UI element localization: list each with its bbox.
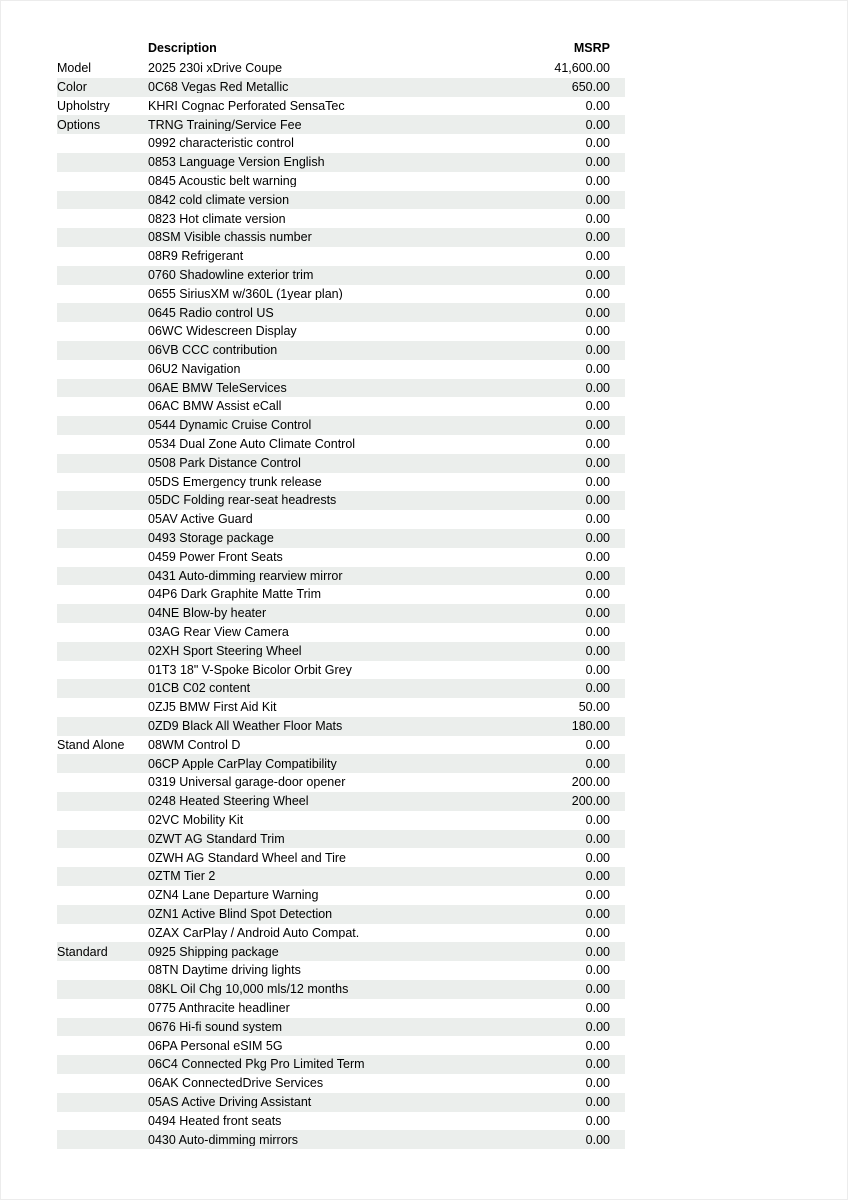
msrp-cell: 0.00 <box>585 455 610 470</box>
msrp-cell: 0.00 <box>585 1019 610 1034</box>
description-cell: 0431 Auto-dimming rearview mirror <box>148 569 343 583</box>
table-row <box>57 59 625 78</box>
description-cell: 0544 Dynamic Cruise Control <box>148 419 312 432</box>
msrp-cell: 0.00 <box>585 380 610 395</box>
description-cell: 0676 Hi-fi sound system <box>148 1020 283 1034</box>
description-cell: 06CP Apple CarPlay Compatibility <box>148 757 337 771</box>
msrp-cell: 0.00 <box>585 907 610 921</box>
table-body <box>57 59 625 1149</box>
category-cell: Standard <box>57 945 108 959</box>
description-cell: 05AS Active Driving Assistant <box>148 1095 312 1109</box>
description-cell: 0845 Acoustic belt warning <box>148 174 297 188</box>
msrp-cell: 41,600.00 <box>554 61 610 76</box>
msrp-cell: 0.00 <box>585 512 610 527</box>
description-cell: 0ZWT AG Standard Trim <box>148 832 285 846</box>
table-row <box>57 1093 625 1112</box>
msrp-cell: 0.00 <box>585 869 610 884</box>
msrp-cell: 0.00 <box>585 361 610 376</box>
table-row <box>57 322 625 341</box>
table-header-row <box>57 38 625 59</box>
description-cell: 2025 230i xDrive Coupe <box>148 62 283 75</box>
msrp-cell: 0.00 <box>585 474 610 489</box>
table-row <box>57 529 625 548</box>
description-cell: 0760 Shadowline exterior trim <box>148 268 314 282</box>
description-cell: 05AV Active Guard <box>148 513 253 526</box>
table-row <box>57 1018 625 1037</box>
msrp-cell: 0.00 <box>585 531 610 546</box>
description-cell: 0992 characteristic control <box>148 137 294 150</box>
description-cell: 0775 Anthracite headliner <box>148 1001 290 1015</box>
msrp-cell: 50.00 <box>578 700 610 715</box>
description-cell: 01T3 18" V-Spoke Bicolor Orbit Grey <box>148 663 352 677</box>
description-cell: 0C68 Vegas Red Metallic <box>148 80 289 94</box>
table-row <box>57 115 625 134</box>
msrp-cell: 0.00 <box>585 925 610 940</box>
table-row <box>57 754 625 773</box>
msrp-cell: 0.00 <box>585 136 610 151</box>
table-row <box>57 811 625 830</box>
msrp-cell: 0.00 <box>585 963 610 978</box>
description-cell: 01CB C02 content <box>148 682 251 695</box>
msrp-cell: 0.00 <box>585 1094 610 1109</box>
description-cell: 0925 Shipping package <box>148 945 279 959</box>
table-row <box>57 585 625 604</box>
table-row <box>57 454 625 473</box>
table-row <box>57 961 625 980</box>
table-row <box>57 567 625 586</box>
description-cell: 05DS Emergency trunk release <box>148 475 322 489</box>
msrp-cell: 180.00 <box>571 719 610 734</box>
msrp-cell: 0.00 <box>585 117 610 132</box>
table-row <box>57 623 625 642</box>
description-cell: 0ZTM Tier 2 <box>148 870 216 883</box>
description-cell: 0ZWH AG Standard Wheel and Tire <box>148 851 347 865</box>
table-row <box>57 153 625 172</box>
description-cell: 08R9 Refrigerant <box>148 250 244 263</box>
description-cell: 0842 cold climate version <box>148 193 290 207</box>
msrp-cell: 0.00 <box>585 98 610 113</box>
table-row <box>57 980 625 999</box>
table-row <box>57 209 625 228</box>
description-cell: 0655 SiriusXM w/360L (1year plan) <box>148 287 343 301</box>
category-cell: Model <box>57 62 92 75</box>
msrp-cell: 0.00 <box>585 549 610 564</box>
category-cell: Stand Alone <box>57 738 125 752</box>
msrp-cell: 650.00 <box>571 79 610 94</box>
msrp-cell: 0.00 <box>585 888 610 903</box>
table-row <box>57 228 625 247</box>
msrp-cell: 0.00 <box>585 418 610 433</box>
msrp-cell: 0.00 <box>585 343 610 358</box>
description-cell: 06AK ConnectedDrive Services <box>148 1077 324 1090</box>
description-cell: 0494 Heated front seats <box>148 1114 282 1128</box>
msrp-cell: 0.00 <box>585 249 610 264</box>
msrp-cell: 200.00 <box>571 775 610 790</box>
msrp-cell: 0.00 <box>585 1076 610 1091</box>
msrp-cell: 0.00 <box>585 324 610 339</box>
description-cell: 0645 Radio control US <box>148 306 274 319</box>
description-cell: 0534 Dual Zone Auto Climate Control <box>148 438 356 451</box>
msrp-cell: 0.00 <box>585 1132 610 1147</box>
msrp-cell: 0.00 <box>585 662 610 677</box>
msrp-cell: 0.00 <box>585 1113 610 1128</box>
msrp-cell: 0.00 <box>585 1038 610 1053</box>
table-row <box>57 1130 625 1149</box>
description-cell: 06WC Widescreen Display <box>148 325 297 338</box>
description-cell: 0853 Language Version English <box>148 156 325 169</box>
description-cell: 06PA Personal eSIM 5G <box>148 1039 283 1053</box>
description-cell: 0ZAX CarPlay / Android Auto Compat. <box>148 926 360 940</box>
description-cell: 02VC Mobility Kit <box>148 814 244 827</box>
header-description-label: Description <box>148 42 217 55</box>
table-row <box>57 134 625 153</box>
category-cell: Color <box>57 80 87 94</box>
table-row <box>57 830 625 849</box>
description-cell: 0508 Park Distance Control <box>148 456 301 470</box>
description-cell: 06VB CCC contribution <box>148 344 278 357</box>
table-row <box>57 886 625 905</box>
table-row <box>57 172 625 191</box>
description-cell: 0430 Auto-dimming mirrors <box>148 1133 299 1147</box>
description-cell: 0319 Universal garage-door opener <box>148 776 346 789</box>
table-row <box>57 698 625 717</box>
table-row <box>57 285 625 304</box>
description-cell: 0ZN1 Active Blind Spot Detection <box>148 908 333 921</box>
table-row <box>57 642 625 661</box>
table-row <box>57 604 625 623</box>
description-cell: 04P6 Dark Graphite Matte Trim <box>148 588 321 601</box>
description-cell: 06AC BMW Assist eCall <box>148 400 282 413</box>
table-row <box>57 679 625 698</box>
msrp-cell: 0.00 <box>585 944 610 959</box>
msrp-cell: 0.00 <box>585 606 610 621</box>
table-row <box>57 773 625 792</box>
table-row <box>57 379 625 398</box>
category-cell: Upholstry <box>57 99 110 113</box>
description-cell: 0ZJ5 BMW First Aid Kit <box>148 701 277 714</box>
table-row <box>57 792 625 811</box>
table-row <box>57 1074 625 1093</box>
table-row <box>57 97 625 116</box>
msrp-cell: 0.00 <box>585 211 610 226</box>
msrp-cell: 0.00 <box>585 681 610 696</box>
msrp-cell: 200.00 <box>571 794 610 809</box>
msrp-cell: 0.00 <box>585 305 610 320</box>
description-cell: 05DC Folding rear-seat headrests <box>148 494 337 507</box>
msrp-cell: 0.00 <box>585 493 610 508</box>
description-cell: 06C4 Connected Pkg Pro Limited Term <box>148 1058 365 1071</box>
description-cell: 06AE BMW TeleServices <box>148 381 287 395</box>
description-cell: KHRI Cognac Perforated SensaTec <box>148 99 345 113</box>
msrp-cell: 0.00 <box>585 437 610 452</box>
table-row <box>57 924 625 943</box>
msrp-cell: 0.00 <box>585 643 610 658</box>
table-row <box>57 303 625 322</box>
description-cell: 06U2 Navigation <box>148 362 241 376</box>
table-row <box>57 416 625 435</box>
description-cell: 04NE Blow-by heater <box>148 607 267 620</box>
table-row <box>57 360 625 379</box>
table-row <box>57 473 625 492</box>
msrp-cell: 0.00 <box>585 756 610 771</box>
description-cell: 0ZN4 Lane Departure Warning <box>148 889 319 902</box>
msrp-cell: 0.00 <box>585 173 610 188</box>
table-row <box>57 867 625 886</box>
msrp-cell: 0.00 <box>585 155 610 170</box>
msrp-cell: 0.00 <box>585 568 610 583</box>
description-cell: 0493 Storage package <box>148 532 274 545</box>
header-msrp-label: MSRP <box>573 41 610 56</box>
table-row <box>57 1055 625 1074</box>
description-cell: 08KL Oil Chg 10,000 mls/12 months <box>148 983 349 996</box>
table-row <box>57 397 625 416</box>
table-row <box>57 435 625 454</box>
msrp-cell: 0.00 <box>585 831 610 846</box>
msrp-cell: 0.00 <box>585 587 610 602</box>
msrp-cell: 0.00 <box>585 625 610 640</box>
msrp-cell: 0.00 <box>585 286 610 301</box>
category-cell: Options <box>57 118 101 132</box>
table-row <box>57 1036 625 1055</box>
table-row <box>57 848 625 867</box>
msrp-cell: 0.00 <box>585 737 610 752</box>
table-row <box>57 341 625 360</box>
description-cell: 02XH Sport Steering Wheel <box>148 644 302 658</box>
description-cell: 08WM Control D <box>148 738 241 752</box>
vehicle-pricing-table <box>57 38 625 1149</box>
description-cell: 08SM Visible chassis number <box>148 231 312 244</box>
table-row <box>57 247 625 266</box>
msrp-cell: 0.00 <box>585 267 610 282</box>
table-row <box>57 548 625 567</box>
msrp-cell: 0.00 <box>585 813 610 828</box>
table-row <box>57 736 625 755</box>
table-row <box>57 510 625 529</box>
table-row <box>57 999 625 1018</box>
description-cell: 03AG Rear View Camera <box>148 626 289 639</box>
table-row <box>57 717 625 736</box>
description-cell: 0248 Heated Steering Wheel <box>148 795 309 808</box>
table-row <box>57 905 625 924</box>
description-cell: 0459 Power Front Seats <box>148 550 283 564</box>
table-row <box>57 661 625 680</box>
table-row <box>57 942 625 961</box>
msrp-cell: 0.00 <box>585 230 610 245</box>
description-cell: 0ZD9 Black All Weather Floor Mats <box>148 720 343 733</box>
table-row <box>57 266 625 285</box>
description-cell: 08TN Daytime driving lights <box>148 964 301 977</box>
table-row <box>57 78 625 97</box>
msrp-cell: 0.00 <box>585 850 610 865</box>
msrp-cell: 0.00 <box>585 192 610 207</box>
table-row <box>57 491 625 510</box>
description-cell: TRNG Training/Service Fee <box>148 118 302 132</box>
msrp-cell: 0.00 <box>585 399 610 414</box>
table-row <box>57 191 625 210</box>
msrp-cell: 0.00 <box>585 1057 610 1072</box>
table-row <box>57 1112 625 1131</box>
msrp-cell: 0.00 <box>585 982 610 997</box>
description-cell: 0823 Hot climate version <box>148 212 286 226</box>
msrp-cell: 0.00 <box>585 1000 610 1015</box>
